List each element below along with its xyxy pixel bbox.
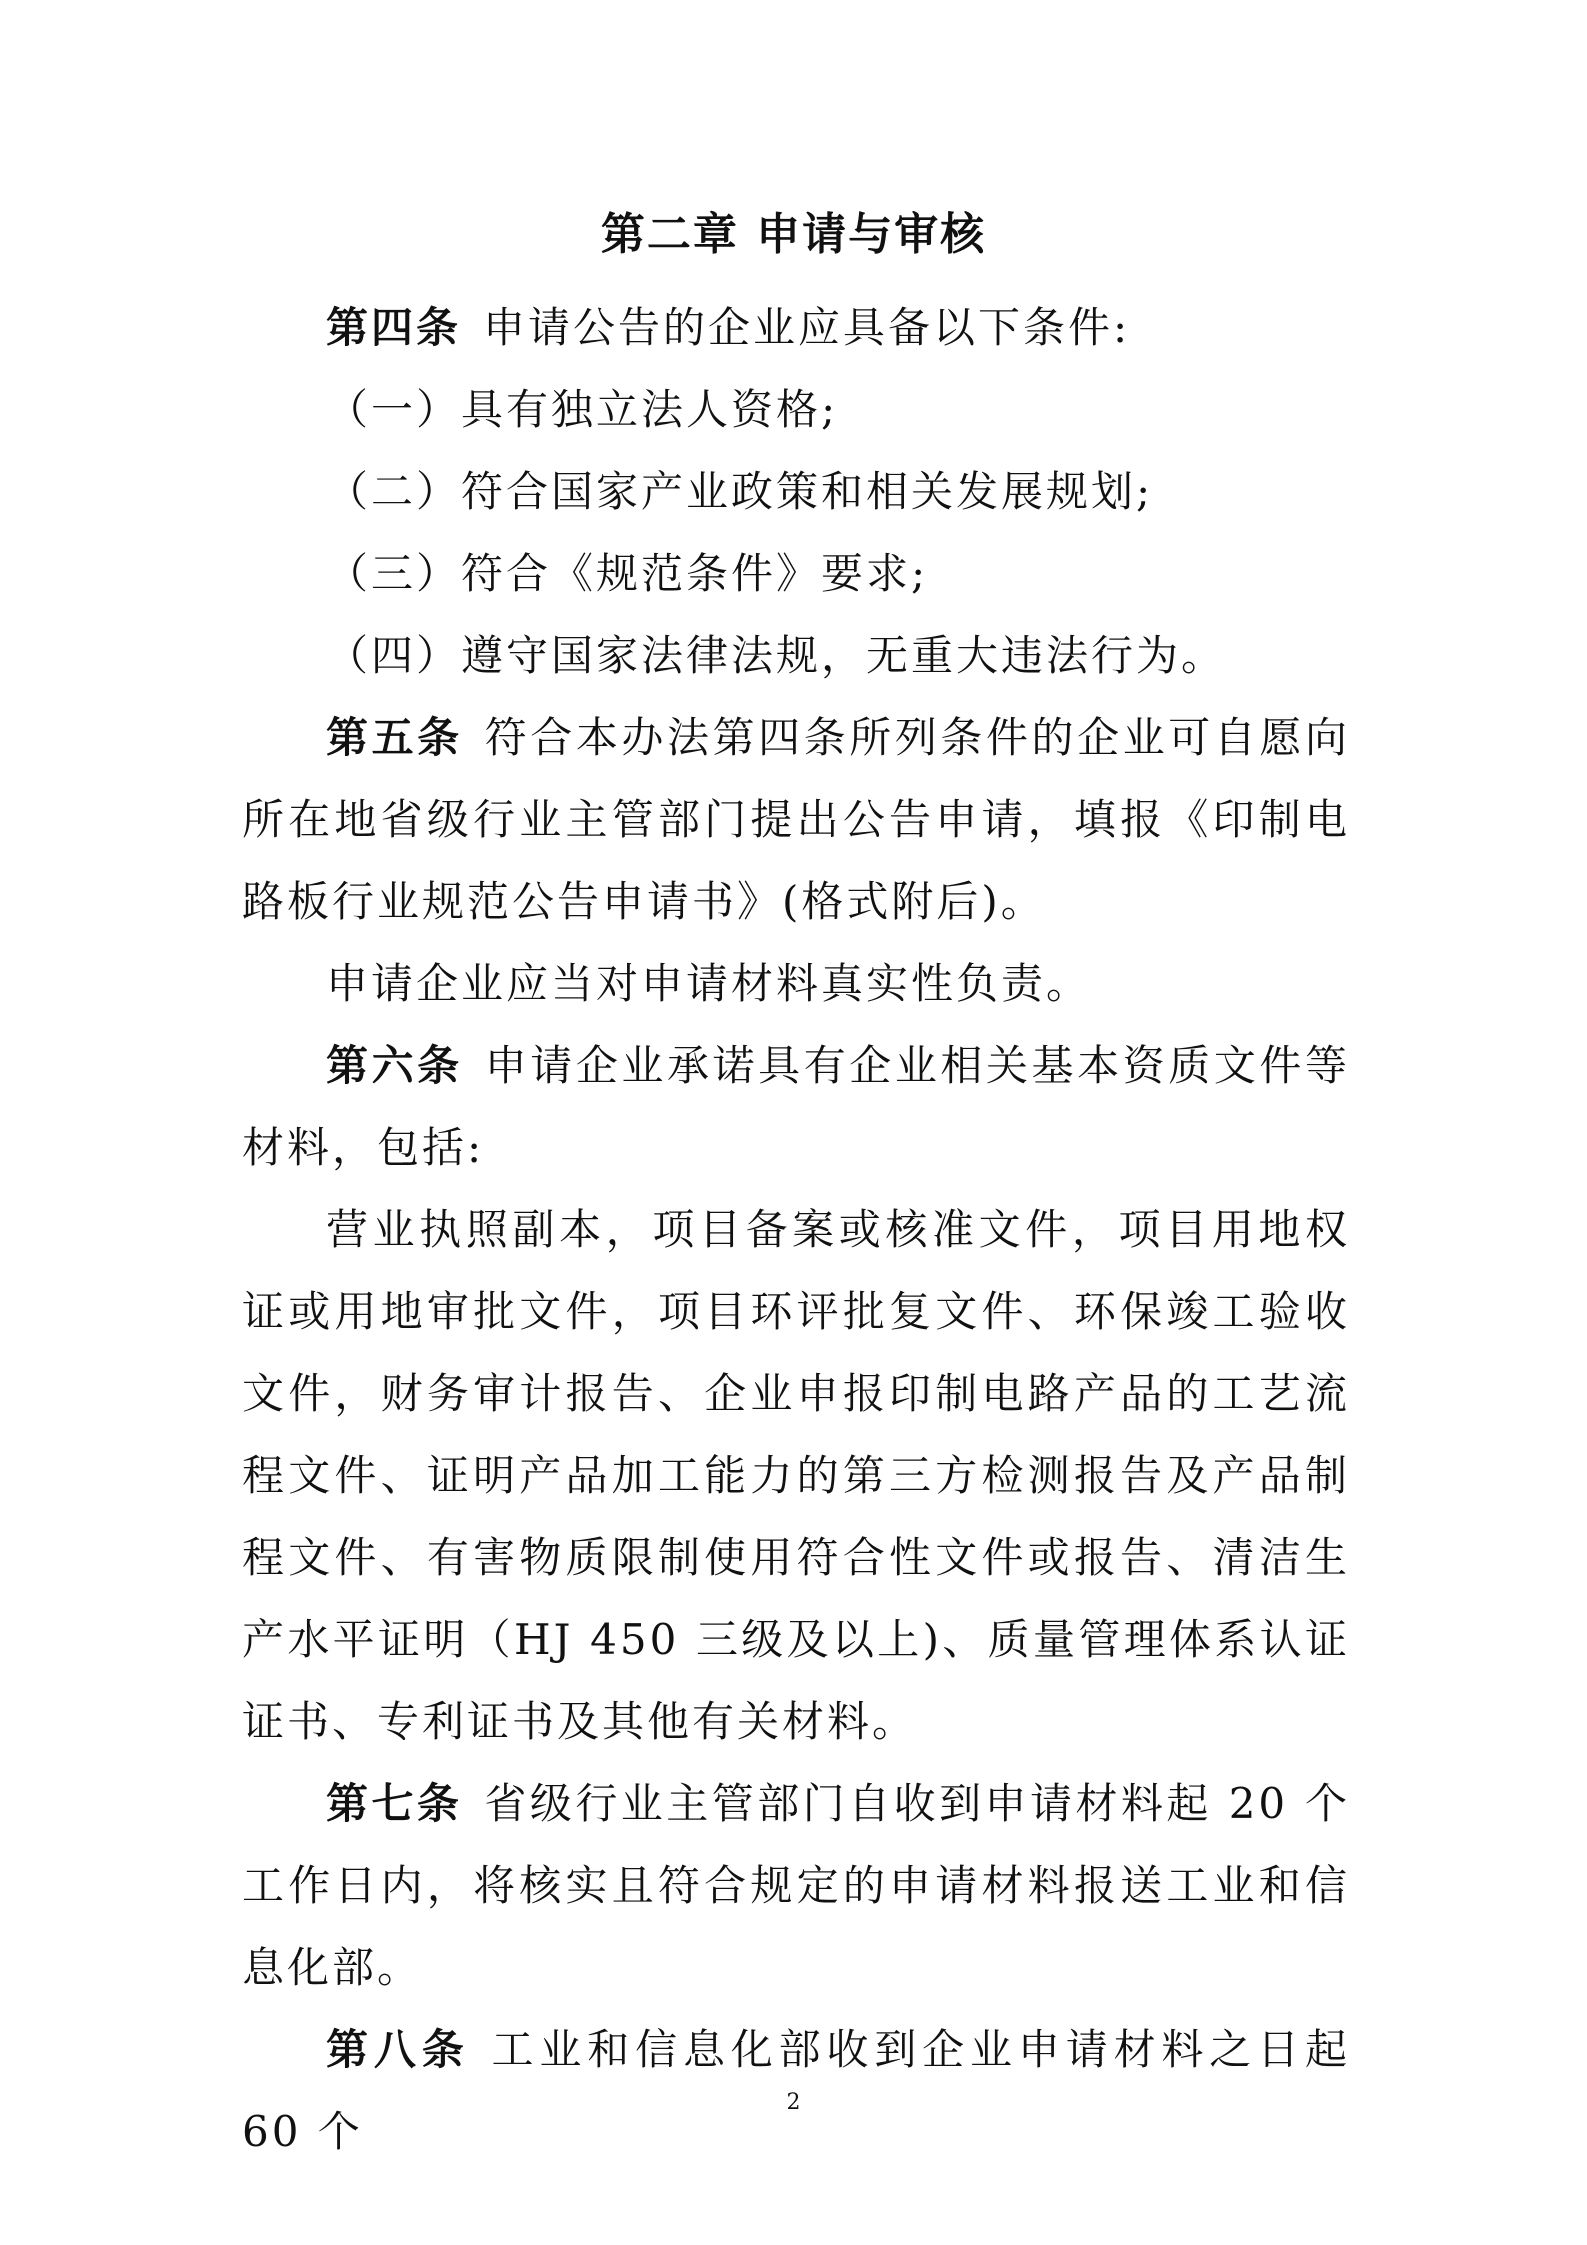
article-6-detail: 营业执照副本，项目备案或核准文件，项目用地权证或用地审批文件，项目环评批复文件、环保竣工验收文件，财务审计报告、企业申报印制电路产品的工艺流程文件、证明产品加工能力的第三方检测报告及产品制程文件、有害物质限制使用符合性文件或报告、清洁生产水平证明（HJ 450 三级及以上)、质量管理体系认证证书、专利证书及其他有关材料。 <box>242 1205 1350 1746</box>
article-text: 工业和信息化部收到企业申请材料之日起 60 个 <box>242 2025 1350 2156</box>
page-number: 2 <box>786 2090 801 2115</box>
article-4 <box>242 287 1350 369</box>
article-label: 第五条 <box>326 713 463 762</box>
condition-item: （一）具有独立法人资格; <box>326 385 839 434</box>
article-text: 申请企业承诺具有企业相关基本资质文件等材料，包括: <box>242 1041 1350 1172</box>
condition-item: （三）符合《规范条件》要求; <box>326 549 929 598</box>
article-6 <box>242 1025 1350 1189</box>
article-label: 第七条 <box>326 1779 463 1828</box>
article-label: 第四条 <box>326 303 462 352</box>
article-text: 申请公告的企业应具备以下条件: <box>483 303 1131 352</box>
chapter-title: 第二章 申请与审核 <box>600 209 987 260</box>
article-7 <box>242 1763 1350 2009</box>
article-5 <box>242 697 1350 943</box>
article-label: 第六条 <box>326 1041 463 1090</box>
article-text: 符合本办法第四条所列条件的企业可自愿向所在地省级行业主管部门提出公告申请，填报《印制电路板行业规范公告申请书》(格式附后)。 <box>242 713 1350 926</box>
article-text: 省级行业主管部门自收到申请材料起 20 个工作日内，将核实且符合规定的申请材料报送工业和信息化部。 <box>242 1779 1350 1992</box>
condition-item: （四）遵守国家法律法规，无重大违法行为。 <box>326 631 1227 680</box>
article-label: 第八条 <box>326 2025 470 2074</box>
article-5-note: 申请企业应当对申请材料真实性负责。 <box>326 959 1092 1008</box>
condition-item: （二）符合国家产业政策和相关发展规划; <box>326 467 1154 516</box>
document-body <box>242 287 1350 2173</box>
